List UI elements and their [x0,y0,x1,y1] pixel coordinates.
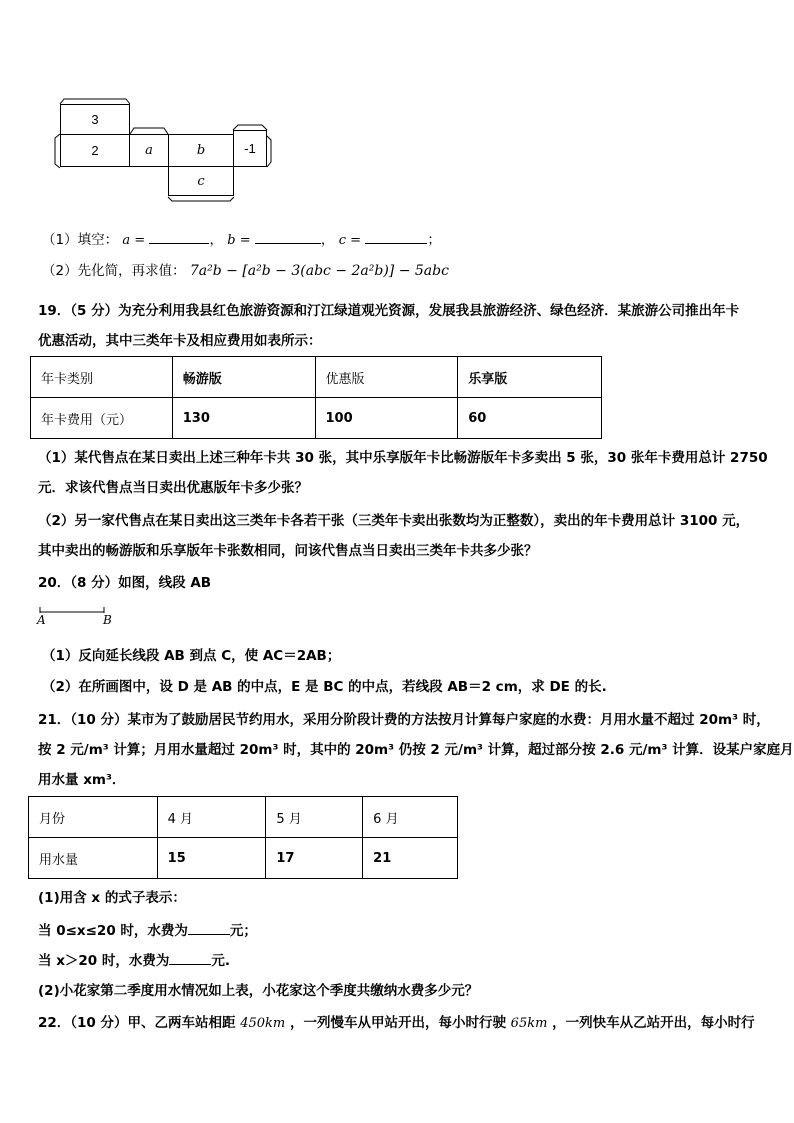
q21-part1a [38,920,257,940]
q19-part1-line: （1）某代售点在某日卖出上述三种年卡共 30 张，其中乐享版年卡比畅游版年卡多卖出 5 张，30 张年卡费用总计 2750 [38,450,768,466]
q21-part1a-unit: 元； [229,923,257,939]
table-row [29,838,458,879]
q20-part1: （1）反向延长线段 AB 到点 C，使 AC＝2AB； [42,648,341,664]
table-cell: 月份 [29,797,158,838]
q22-text: 22．（10 分）甲、乙两车站相距 [38,1015,236,1031]
q22-stem [38,1014,755,1033]
table-cell: 优惠版 [315,357,458,398]
q19-part2-line: （2）另一家代售点在某日卖出这三类年卡各若干张（三类年卡卖出张数均为正整数），卖出的年卡费用总计 3100 元， [38,513,750,529]
table-row [29,797,458,838]
answer-blank[interactable] [365,229,427,244]
separator: ， [209,232,223,248]
table-cell: 6 月 [363,797,458,838]
answer-blank[interactable] [149,229,209,244]
net-label: 2 [91,143,99,158]
q18-part1 [42,229,441,250]
answer-blank[interactable] [255,229,321,244]
q19-part2-line: 其中卖出的畅游版和乐享版年卡张数相同，问该代售点当日卖出三类年卡共多少张？ [38,543,538,559]
separator: ； [427,232,441,248]
q21-stem-line: 用水量 xm³． [38,772,126,788]
q21-part1a-text: 当 0≤x≤20 时，水费为 [38,923,188,939]
net-flaps [50,94,280,204]
table-cell: 15 [157,838,266,879]
q22-speed: 65km [510,1016,548,1031]
b-equals: b = [227,233,251,248]
q21-stem-line: 21．（10 分）某市为了鼓励居民节约用水，采用分阶段计费的方法按月计算每户家庭的水费：月用水量不超过 20m³ 时， [38,712,770,728]
table-cell: 17 [266,838,363,879]
net-label: a [145,143,153,158]
q20-stem: 20．（8 分）如图，线段 AB [38,575,212,591]
q18-part2 [42,262,449,280]
q22-text: ，一列快车从乙站开出，每小时行 [552,1015,755,1031]
q21-part1b [38,950,230,970]
table-cell: 5 月 [266,797,363,838]
q22-text: ，一列慢车从甲站开出，每小时行驶 [289,1015,506,1031]
table-cell: 年卡类别 [31,357,173,398]
point-a-label: A [37,613,46,627]
net-label: -1 [244,141,256,156]
q21-part1b-text: 当 x＞20 时，水费为 [38,953,170,969]
q19-part1-line: 元．求该代售点当日卖出优惠版年卡多少张？ [38,480,308,496]
net-label: b [196,143,206,158]
expression: 7a²b − [a²b − 3(abc − 2a²b)] − 5abc [189,263,449,279]
table-cell: 4 月 [157,797,266,838]
table-row [31,398,602,439]
c-equals: c = [338,233,362,248]
q18-part1-label: （1）填空： [42,232,119,248]
table-cell: 年卡费用（元） [31,398,173,439]
table-cell: 用水量 [29,838,158,879]
table-cell: 130 [172,398,315,439]
q19-stem-line: 优惠活动，其中三类年卡及相应费用如表所示： [38,333,322,349]
point-b-label: B [103,613,112,627]
table-row [31,357,602,398]
answer-blank[interactable] [188,920,230,935]
table-cell: 100 [315,398,458,439]
net-label: c [197,173,205,189]
q21-table [28,796,458,879]
answer-blank[interactable] [169,950,211,965]
q20-part2: （2）在所画图中，设 D 是 AB 的中点，E 是 BC 的中点，若线段 AB＝2 cm，求 DE 的长. [42,679,607,695]
net-label: 3 [91,112,99,127]
table-cell: 畅游版 [172,357,315,398]
table-cell: 60 [458,398,602,439]
separator: ， [320,232,335,248]
q19-stem-line: 19．（5 分）为充分利用我县红色旅游资源和汀江绿道观光资源，发展我县旅游经济、绿色经济．某旅游公司推出年卡 [38,303,740,319]
table-cell: 乐享版 [458,357,602,398]
a-equals: a = [122,233,146,248]
q22-distance: 450km [240,1016,286,1031]
q19-table [30,356,602,439]
table-cell: 21 [363,838,458,879]
q21-part1: (1)用含 x 的式子表示： [38,890,186,906]
q21-stem-line: 按 2 元/m³ 计算；月用水量超过 20m³ 时，其中的 20m³ 仍按 2 元/m³ 计算，超过部分按 2.6 元/m³ 计算．设某户家庭月 [38,742,794,758]
q21-part2: (2)小花家第二季度用水情况如上表，小花家这个季度共缴纳水费多少元？ [38,983,479,999]
q21-part1b-unit: 元. [211,953,231,969]
q18-part2-label: （2）先化简，再求值： [42,263,186,279]
